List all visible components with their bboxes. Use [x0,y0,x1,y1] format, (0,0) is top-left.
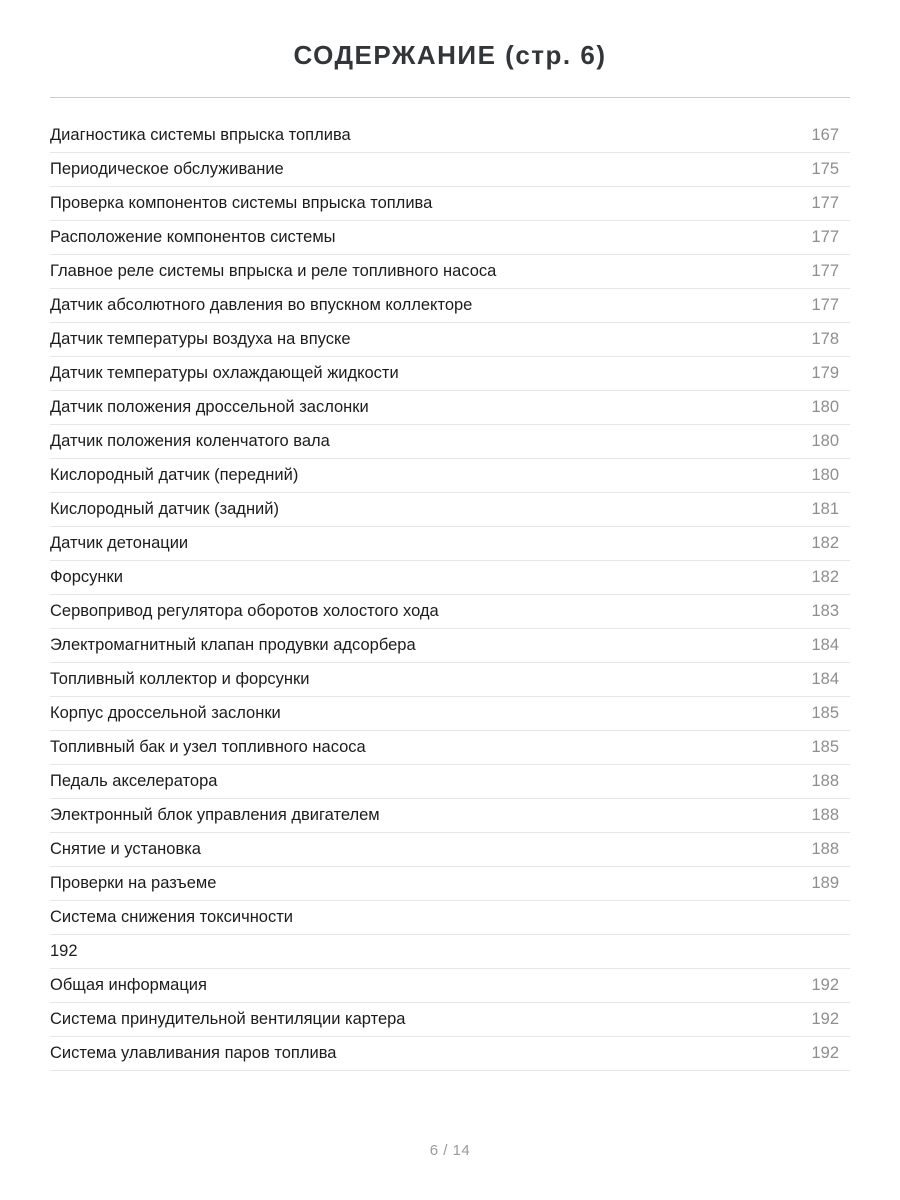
toc-entry-label: Проверки на разъеме [50,874,217,892]
toc-entry-page: 181 [811,500,839,518]
toc-row [50,289,850,323]
toc-row [50,527,850,561]
toc-row [50,969,850,1003]
toc-row [50,357,850,391]
toc-entry-page: 167 [811,126,839,144]
toc-entry-label: Система принудительной вентиляции картера [50,1010,406,1028]
toc-entry-label: Сервопривод регулятора оборотов холостого хода [50,602,439,620]
toc-entry-page: 185 [811,704,839,722]
toc-row [50,221,850,255]
toc-entry-page: 180 [811,398,839,416]
toc-entry-page: 189 [811,874,839,892]
toc-entry-label: Система улавливания паров топлива [50,1044,337,1062]
toc-row [50,323,850,357]
title-divider [50,97,850,98]
toc-row [50,187,850,221]
toc-entry-label: Снятие и установка [50,840,201,858]
toc-row [50,663,850,697]
toc-entry-label: Датчик абсолютного давления во впускном коллекторе [50,296,473,314]
toc-entry-page: 188 [811,806,839,824]
toc-entry-page: 192 [811,1010,839,1028]
toc-entry-label: Расположение компонентов системы [50,228,336,246]
toc-entry-label: Датчик положения дроссельной заслонки [50,398,369,416]
toc-entry-page: 183 [811,602,839,620]
toc-entry-page: 180 [811,432,839,450]
toc-entry-label: Педаль акселератора [50,772,218,790]
page-title: СОДЕРЖАНИЕ (стр. 6) [293,40,607,70]
toc-entry-label: Форсунки [50,568,123,586]
toc-row [50,595,850,629]
toc-row [50,629,850,663]
toc-entry-page: 180 [811,466,839,484]
toc-entry-page: 188 [811,840,839,858]
toc-row [50,561,850,595]
toc-entry-label: Главное реле системы впрыска и реле топливного насоса [50,262,497,280]
toc-entry-page: 177 [811,262,839,280]
toc-entry-page: 192 [811,976,839,994]
toc-entry-label: Периодическое обслуживание [50,160,284,178]
toc-entry-label: 192 [50,942,78,960]
toc-entry-label: Электронный блок управления двигателем [50,806,380,824]
toc-row [50,765,850,799]
toc-entry-page: 177 [811,194,839,212]
toc-row [50,935,850,969]
toc-entry-label: Проверка компонентов системы впрыска топлива [50,194,433,212]
toc-row [50,119,850,153]
toc-entry-label: Топливный бак и узел топливного насоса [50,738,366,756]
toc-row [50,731,850,765]
toc-entry-label: Топливный коллектор и форсунки [50,670,310,688]
toc-entry-label: Кислородный датчик (передний) [50,466,299,484]
toc-row [50,1003,850,1037]
toc-entry-page: 184 [811,670,839,688]
toc-entry-label: Корпус дроссельной заслонки [50,704,281,722]
toc-entry-label: Система снижения токсичности [50,908,294,926]
toc-entry-page: 192 [811,1044,839,1062]
toc-row [50,493,850,527]
toc-entry-page: 184 [811,636,839,654]
toc-row [50,1037,850,1071]
toc-entry-page: 175 [811,160,839,178]
toc-row [50,833,850,867]
toc-entry-page: 179 [811,364,839,382]
page-footer [0,1142,900,1160]
toc-entry-page: 178 [811,330,839,348]
toc-row [50,391,850,425]
toc-entry-page: 182 [811,568,839,586]
toc-entry-page: 182 [811,534,839,552]
toc-row [50,459,850,493]
toc-row [50,153,850,187]
toc-entry-label: Датчик положения коленчатого вала [50,432,330,450]
toc-row [50,867,850,901]
toc-entry-label: Датчик детонации [50,534,189,552]
toc-entry-page: 185 [811,738,839,756]
toc-entry-label: Общая информация [50,976,207,994]
toc-row [50,901,850,935]
toc-entry-page: 177 [811,228,839,246]
toc-entry-label: Датчик температуры охлаждающей жидкости [50,364,399,382]
toc-entry-label: Диагностика системы впрыска топлива [50,126,351,144]
toc-entry-page: 177 [811,296,839,314]
toc-row [50,799,850,833]
toc-list [50,119,850,1071]
toc-entry-label: Датчик температуры воздуха на впуске [50,330,351,348]
toc-entry-label: Электромагнитный клапан продувки адсорбера [50,636,416,654]
toc-row [50,425,850,459]
pagination-indicator: 6 / 14 [429,1142,471,1159]
toc-row [50,255,850,289]
toc-entry-label: Кислородный датчик (задний) [50,500,279,518]
toc-row [50,697,850,731]
toc-entry-page: 188 [811,772,839,790]
